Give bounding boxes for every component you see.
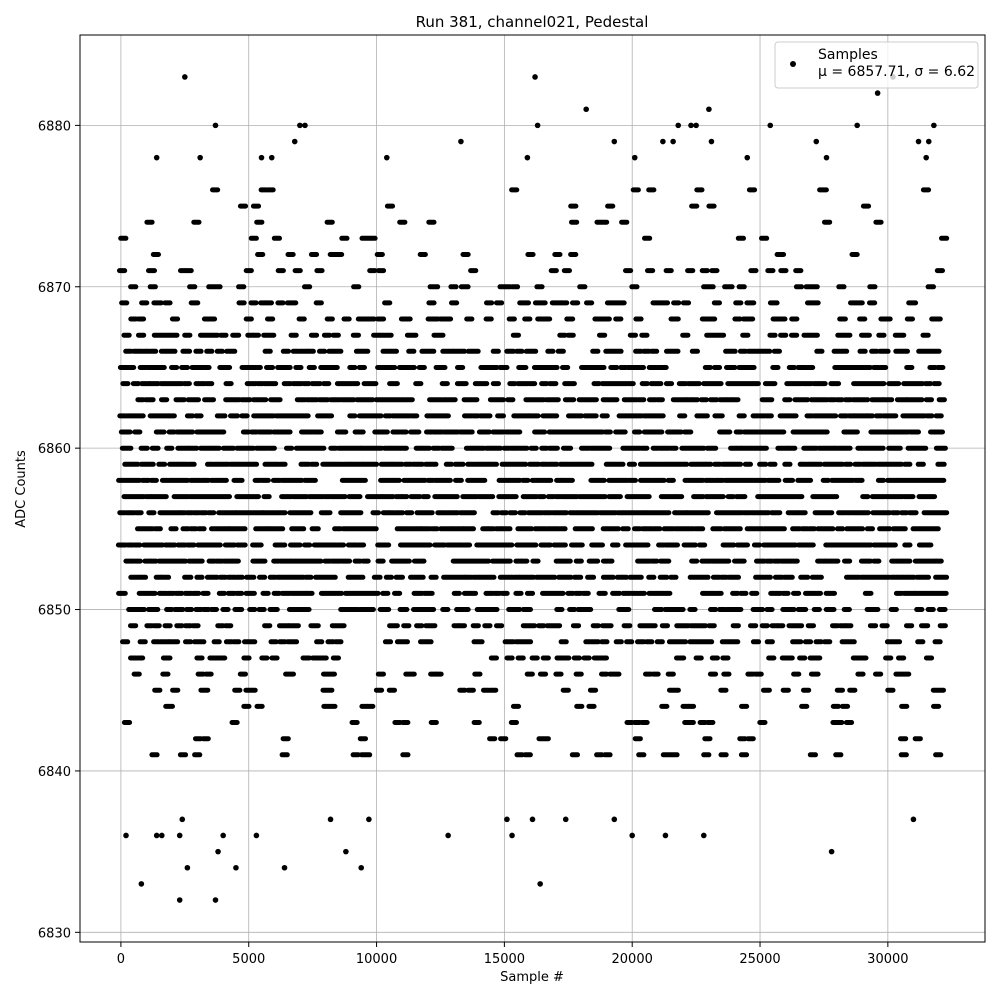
outlier-point	[829, 849, 835, 855]
chart-title: Run 381, channel021, Pedestal	[415, 13, 649, 31]
outlier-point	[185, 865, 191, 871]
outlier-point	[213, 123, 219, 129]
outlier-points	[123, 74, 936, 903]
outlier-point	[282, 865, 288, 871]
outlier-point	[254, 833, 260, 839]
x-tick-label: 25000	[739, 952, 781, 967]
outlier-point	[875, 90, 881, 96]
x-axis-ticks	[117, 942, 909, 967]
outlier-point	[384, 155, 390, 161]
outlier-point	[931, 123, 937, 129]
outlier-point	[583, 106, 589, 112]
outlier-point	[302, 123, 308, 129]
outlier-point	[537, 881, 543, 887]
outlier-point	[767, 123, 773, 129]
plot-frame	[80, 35, 985, 942]
outlier-point	[693, 123, 699, 129]
outlier-point	[139, 881, 145, 887]
y-tick-label: 6830	[37, 926, 71, 942]
outlier-point	[530, 817, 536, 823]
outlier-point	[632, 155, 638, 161]
outlier-point	[328, 817, 334, 823]
x-tick-label: 5000	[232, 952, 266, 967]
outlier-point	[123, 833, 129, 839]
outlier-point	[709, 139, 715, 145]
y-tick-label: 6880	[37, 119, 71, 135]
outlier-point	[532, 74, 538, 80]
outlier-point	[292, 139, 298, 145]
outlier-point	[688, 123, 694, 129]
outlier-point	[154, 833, 160, 839]
outlier-point	[854, 123, 860, 129]
outlier-point	[612, 139, 618, 145]
outlier-point	[215, 849, 221, 855]
y-tick-label: 6860	[37, 442, 71, 458]
x-axis-label: Sample #	[500, 970, 564, 985]
outlier-point	[179, 817, 185, 823]
outlier-point	[197, 155, 203, 161]
outlier-point	[629, 833, 635, 839]
outlier-point	[445, 833, 451, 839]
outlier-point	[701, 833, 707, 839]
outlier-point	[259, 155, 265, 161]
legend-stats: μ = 6857.71, σ = 6.62	[818, 64, 976, 80]
outlier-point	[525, 155, 531, 161]
outlier-point	[343, 849, 349, 855]
legend	[775, 42, 978, 88]
sample-points	[118, 190, 946, 755]
x-tick-label: 10000	[355, 952, 398, 967]
outlier-point	[923, 155, 929, 161]
outlier-point	[926, 139, 932, 145]
outlier-point	[159, 833, 165, 839]
x-tick-label: 20000	[611, 952, 653, 967]
sample-band	[118, 190, 946, 755]
outlier-point	[269, 155, 275, 161]
outlier-point	[563, 817, 569, 823]
y-axis-label: ADC Counts	[14, 450, 29, 528]
y-axis-ticks	[38, 119, 80, 941]
outlier-point	[706, 106, 712, 112]
outlier-point	[213, 897, 219, 903]
outlier-point	[154, 155, 160, 161]
legend-series-name: Samples	[818, 47, 878, 63]
outlier-point	[458, 139, 464, 145]
outlier-point	[182, 74, 188, 80]
x-tick-label: 15000	[483, 952, 526, 967]
outlier-point	[366, 817, 372, 823]
outlier-point	[612, 817, 618, 823]
grid-lines	[80, 35, 985, 942]
y-tick-label: 6850	[37, 603, 71, 619]
y-tick-label: 6870	[37, 280, 71, 296]
outlier-point	[535, 123, 541, 129]
outlier-point	[813, 139, 819, 145]
outlier-point	[824, 155, 830, 161]
outlier-point	[177, 897, 183, 903]
outlier-point	[504, 817, 510, 823]
outlier-point	[744, 155, 750, 161]
outlier-point	[177, 833, 183, 839]
x-tick-label: 0	[116, 952, 126, 967]
y-tick-label: 6840	[37, 764, 71, 780]
outlier-point	[509, 833, 515, 839]
outlier-point	[675, 123, 681, 129]
outlier-point	[297, 123, 303, 129]
outlier-point	[663, 833, 669, 839]
outlier-point	[670, 139, 676, 145]
outlier-point	[660, 139, 666, 145]
outlier-point	[911, 817, 917, 823]
x-tick-label: 30000	[867, 952, 909, 967]
legend-marker	[790, 61, 796, 67]
outlier-point	[233, 865, 239, 871]
outlier-point	[220, 833, 226, 839]
outlier-point	[916, 139, 922, 145]
outlier-point	[358, 865, 364, 871]
